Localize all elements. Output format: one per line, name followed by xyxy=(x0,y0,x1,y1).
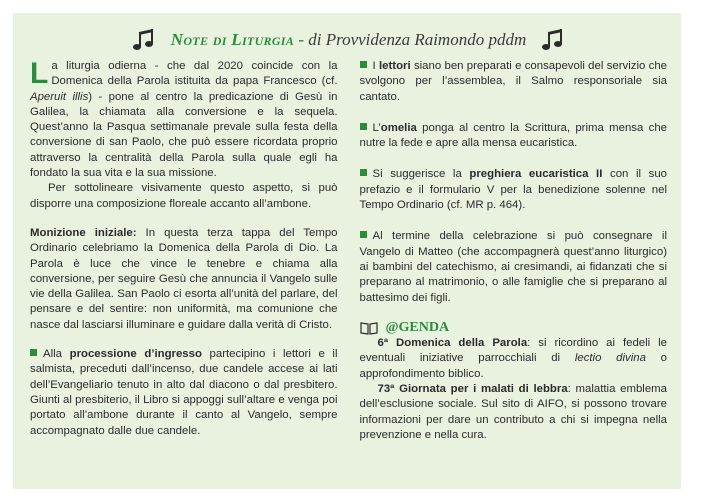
agenda-item-2 xyxy=(360,382,668,443)
preghiera-pre: Si suggerisce la xyxy=(372,168,470,181)
agenda-item-1-text: : si ricordino ai fedeli le eventuali iniziative parrocchiali di xyxy=(359,337,667,365)
left-column xyxy=(30,59,338,443)
agenda-header xyxy=(360,320,668,335)
lettori-bold: lettori xyxy=(378,60,411,72)
agenda-title: @GENDA xyxy=(385,319,450,335)
lettori-paragraph xyxy=(360,59,668,105)
omelia-paragraph xyxy=(360,121,668,152)
monizione-label: Monizione iniziale: xyxy=(30,226,137,239)
bullet-square-icon xyxy=(360,231,367,238)
intro-paragraph xyxy=(30,59,338,181)
header-separator: - xyxy=(298,30,304,49)
agenda-item-1-bold: 6ª Domenica della Parola xyxy=(377,337,528,350)
bullet-square-icon xyxy=(360,123,367,130)
agenda-item-2-bold: 73ª Giornata per i malati di lebbra xyxy=(377,383,568,396)
intro-text: a liturgia odierna - che dal 2020 coincide con la Domenica della Parola istituita da papa Francesco (cf. xyxy=(51,60,338,88)
agenda-item-2-text: : malattia emblema dell’esclusione sociale. Sul sito di AIFO, si possono trovare informazioni per dare un contributo a chi si impegna nella prevenzione e nella cura. xyxy=(359,383,667,441)
music-note-icon xyxy=(131,27,157,53)
dropcap: L xyxy=(30,57,49,90)
bullet-square-icon xyxy=(360,169,367,176)
omelia-bold: omelia xyxy=(380,121,417,134)
bullet-square-icon xyxy=(30,349,37,356)
processione-text: partecipino i lettori e il salmista, preceduti dall’incenso, due candele accese ai lati dell’Evangeliario tenuto in alto dal diacono o dal presbitero. Giunti al presbiterio, il Libro si appoggi sull’altare e venga poi portato all’ambone durante il canto al Vangelo, sempre accompagnato dalle due candele. xyxy=(30,348,338,437)
termine-text: Al termine della celebrazione si può consegnare il Vangelo di Matteo (che accompagnerà quest’anno liturgico) ai bambini del catechismo, ai cresimandi, ai fidanzati che si preparano al matrimonio, o alle famiglie che si preparano al battesimo dei figli. xyxy=(359,230,667,304)
lettori-pre: I xyxy=(372,60,379,72)
preghiera-bold: preghiera eucaristica II xyxy=(469,168,603,181)
termine-paragraph xyxy=(360,229,668,305)
intro-text-cont: ) - pone al centro la predicazione di Gesù in Galilea, la chiamata alla conversione e la sequela. Quest’anno la Pasqua settimanale prevale sulla festa della conversione di san Paolo, che può essere ricordata proprio attraverso la centralità della Parola sulla quale egli ha fondato la sua vita e la sua missione. xyxy=(30,90,338,180)
music-note-icon xyxy=(540,27,566,53)
agenda-item-1-text-cont: o approfondimento biblico. xyxy=(359,352,667,380)
columns xyxy=(30,59,667,443)
preghiera-paragraph xyxy=(360,167,668,213)
preghiera-text: con il suo prefazio e il formulario V per la benedizione solenne nel Tempo Ordinario (cf. MR p. 464). xyxy=(359,168,668,212)
book-icon xyxy=(360,321,378,335)
agenda-item-1-italic: lectio divina xyxy=(574,352,646,365)
monizione-paragraph xyxy=(30,226,338,333)
header-author: di Provvidenza Raimondo pddm xyxy=(308,30,527,49)
agenda-item-1 xyxy=(360,336,668,382)
processione-paragraph xyxy=(30,347,338,439)
right-column xyxy=(360,59,668,443)
bullet-square-icon xyxy=(360,61,367,68)
lettori-text: siano ben preparati e consapevoli del servizio che svolgono per l’assemblea, il Salmo responsoriale sia cantato. xyxy=(359,60,667,103)
processione-bold: processione d’ingresso xyxy=(69,348,202,361)
liturgy-notes-panel xyxy=(13,13,681,489)
processione-pre: Alla xyxy=(43,348,70,361)
header xyxy=(30,23,667,57)
header-title: Note di Liturgia xyxy=(170,30,295,49)
omelia-pre: L’ xyxy=(372,121,381,134)
monizione-text: In questa terza tappa del Tempo Ordinario celebriamo la Domenica della Parola di Dio. La Parola è luce che vince le tenebre e chiama alla conversione, per seguire Gesù che annuncia il Vangelo sulle vie della Galilea. San Paolo ci esorta all’unità del parlare, del pensare e del sentire: non uniformità, ma comunione che nasce dal lasciarsi illuminare e guidare dalla verità di Cristo. xyxy=(30,226,338,331)
intro-italic: Aperuit illis xyxy=(30,90,89,103)
intro-paragraph-2: Per sottolineare visivamente questo aspetto, si può disporre una composizione floreale accanto all’ambone. xyxy=(30,182,338,210)
omelia-text: ponga al centro la Scrittura, prima mensa che nutre la fede e apre alla mensa eucaristica. xyxy=(359,121,667,150)
